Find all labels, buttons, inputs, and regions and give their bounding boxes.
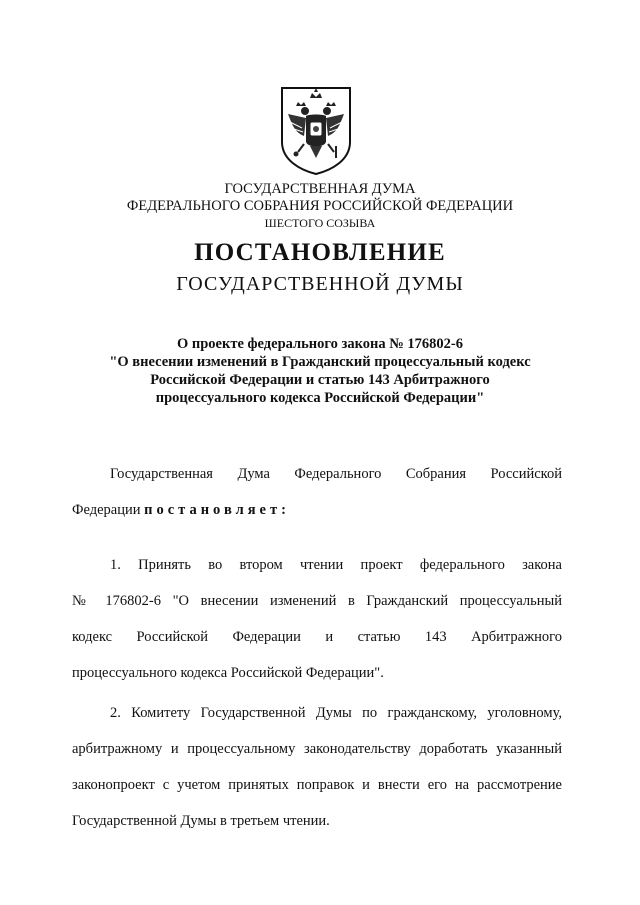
document-subject xyxy=(80,335,560,407)
document-subtitle: ГОСУДАРСТВЕННОЙ ДУМЫ xyxy=(176,273,464,295)
preamble-text: Федерации xyxy=(72,502,141,518)
state-emblem-icon xyxy=(276,84,356,176)
subject-line: процессуального кодекса Российской Федерации" xyxy=(155,390,485,406)
subject-line: "О внесении изменений в Гражданский процессуальный кодекс xyxy=(109,354,531,370)
preamble-line xyxy=(72,502,562,519)
org-line-3: ШЕСТОГО СОЗЫВА xyxy=(264,216,376,230)
preamble-line: Государственная Дума Федерального Собрания Российской xyxy=(110,466,562,482)
resolution-verb: постановляет: xyxy=(144,502,290,518)
item2-line: законопроект с учетом принятых поправок и внести его на рассмотрение xyxy=(72,777,562,793)
org-line-2: ФЕДЕРАЛЬНОГО СОБРАНИЯ РОССИЙСКОЙ ФЕДЕРАЦИИ xyxy=(126,198,514,214)
item1-line: процессуального кодекса Российской Федерации". xyxy=(72,665,384,681)
org-line-1: ГОСУДАРСТВЕННАЯ ДУМА xyxy=(224,181,416,197)
item2-line: арбитражному и процессуальному законодательству доработать указанный xyxy=(72,741,562,757)
document-title: ПОСТАНОВЛЕНИЕ xyxy=(194,239,446,266)
item1-line: 1. Принять во втором чтении проект федерального закона xyxy=(110,557,562,573)
item1-line: № 176802-6 "О внесении изменений в Гражданский процессуальный xyxy=(72,593,562,609)
item1-line: кодекс Российской Федерации и статью 143 Арбитражного xyxy=(72,629,562,645)
item2-line: 2. Комитету Государственной Думы по гражданскому, уголовному, xyxy=(110,705,562,721)
subject-line: О проекте федерального закона № 176802-6 xyxy=(176,336,464,352)
item2-line: Государственной Думы в третьем чтении. xyxy=(72,813,330,829)
subject-line: Российской Федерации и статью 143 Арбитражного xyxy=(150,372,490,388)
